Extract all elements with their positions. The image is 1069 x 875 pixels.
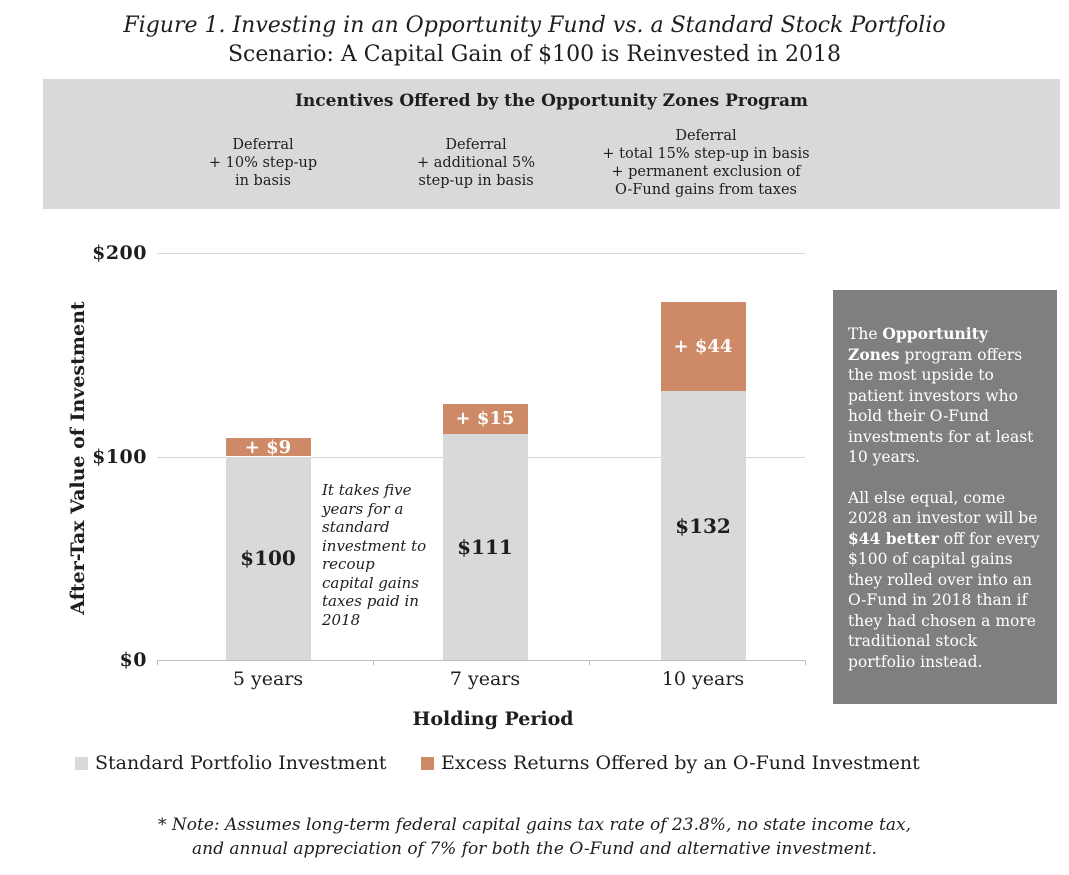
callout-bold-text: $44 better — [848, 528, 939, 548]
incentives-heading: Incentives Offered by the Opportunity Zones Program — [294, 91, 808, 111]
x-axis-tick — [373, 660, 374, 665]
y-axis-title: After-Tax Value of Investment — [67, 301, 89, 615]
gridline-$200 — [157, 253, 805, 254]
bar-base-value-label: $111 — [457, 535, 513, 560]
bar-excess-value-label: + $44 — [673, 336, 733, 358]
y-tick-label-$200: $200 — [92, 242, 147, 264]
incentive-line: + additional 5% — [416, 155, 536, 171]
x-axis-tick — [805, 660, 806, 665]
figure-subtitle: Scenario: A Capital Gain of $100 is Reinvested in 2018 — [227, 42, 842, 67]
callout-text: program offers the most upside to patient investors who hold their O-Fund investments for at least 10 years. — [848, 345, 1034, 466]
incentive-line: Deferral — [445, 137, 507, 153]
x-tick-label-7-years: 7 years — [449, 668, 521, 690]
incentive-line: O-Fund gains from taxes — [615, 182, 797, 198]
bar-excess-value-label: + $9 — [244, 436, 292, 458]
incentive-line: step-up in basis — [418, 173, 534, 189]
incentive-column-1 — [209, 136, 317, 190]
legend-label-excess: Excess Returns Offered by an O-Fund Investment — [441, 752, 920, 774]
x-axis-title: Holding Period — [412, 708, 574, 730]
callout-box — [833, 290, 1057, 704]
callout-text: off for every $100 of capital gains they rolled over into an O-Fund in 2018 than if they had chosen a more traditional stock portfolio instead. — [848, 529, 1040, 671]
bar-base-value-label: $100 — [240, 546, 296, 571]
x-axis-tick — [589, 660, 590, 665]
bar-excess-7-years — [443, 404, 528, 435]
footnote-line-1: * Note: Assumes long-term federal capital gains tax rate of 23.8%, no state income tax, — [157, 815, 912, 835]
incentive-line: + 10% step-up — [208, 155, 318, 171]
x-tick-label-10-years: 10 years — [661, 668, 745, 690]
legend-item-excess — [421, 752, 920, 774]
bar-base-5-years — [226, 457, 311, 661]
bar-excess-10-years — [661, 302, 746, 392]
figure-header — [0, 11, 1069, 69]
x-axis-tick — [157, 660, 158, 665]
callout-text: The — [848, 325, 883, 343]
callout-text: All else equal, come 2028 an investor will be — [848, 488, 1038, 527]
callout-paragraph-1 — [848, 324, 1042, 468]
chart-annotation: It takes five years for a standard investment to recoup capital gains taxes paid in 2018 — [322, 481, 427, 629]
bar-excess-5-years — [226, 438, 311, 456]
legend-label-standard: Standard Portfolio Investment — [95, 752, 387, 774]
incentive-column-3 — [602, 127, 809, 199]
incentive-line: + permanent exclusion of — [611, 164, 801, 180]
bar-base-10-years — [661, 391, 746, 660]
legend-item-standard — [75, 752, 387, 774]
incentive-line: in basis — [234, 173, 292, 189]
bar-base-7-years — [443, 434, 528, 660]
callout-bold-text: Opportunity Zones — [848, 324, 988, 364]
bar-excess-value-label: + $15 — [455, 408, 515, 430]
bar-base-value-label: $132 — [675, 513, 731, 538]
footnote — [0, 813, 1069, 861]
incentive-column-2 — [417, 136, 535, 190]
x-tick-label-5-years: 5 years — [232, 668, 304, 690]
legend-swatch-standard — [75, 757, 88, 770]
incentive-line: + total 15% step-up in basis — [602, 146, 810, 162]
footnote-line-2: and annual appreciation of 7% for both the O-Fund and alternative investment. — [192, 839, 877, 859]
incentive-line: Deferral — [675, 128, 737, 144]
y-tick-label-$100: $100 — [92, 445, 147, 468]
callout-paragraph-2 — [848, 488, 1042, 673]
figure-title: Figure 1. Investing in an Opportunity Fund vs. a Standard Stock Portfolio — [123, 13, 946, 38]
y-tick-label-$0: $0 — [119, 649, 147, 671]
legend-swatch-excess — [421, 757, 434, 770]
incentives-band — [43, 79, 1060, 209]
incentive-line: Deferral — [232, 137, 294, 153]
gridline-$0 — [157, 660, 805, 661]
